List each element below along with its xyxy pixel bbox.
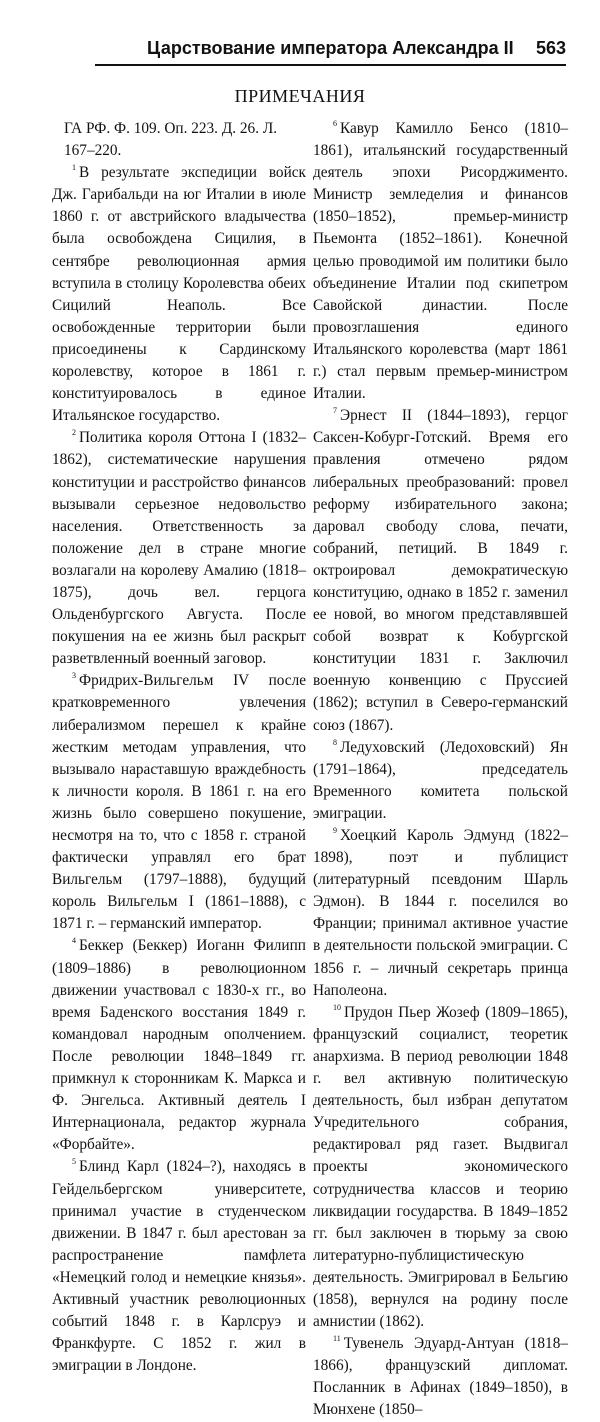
note-text: Прудон Пьер Жозеф (1809–1865), французский социалист, теоретик анархизма. В период революции 1848 г. вел активную политическую деятельность, был избран депутатом Учредительного собрания, редактировал ряд газет. Выдвигал проекты экономического сотрудничества классов и теорию ликвидации государства. В 1849–1852 гг. был заключен в тюрьму за свою литературно-публицистическую деятельность. Эмигрировал в Бельгию (1858), вернулся на родину после амнистии (1862). xyxy=(313,1003,568,1331)
note-text: В результате экспедиции войск Дж. Гарибальди на юг Италии в июле 1860 г. от австрийского владычества была освобождена Сицилия, в сентябре революционная армия вступила в столицу Королевства обеих Сицилий Неаполь. Все освобожденные территории были присоединены к Сардинскому королевству, которое в 1861 г. конституировалось в единое Итальянское государство. xyxy=(52,164,306,425)
source-reference: ГА РФ. Ф. 109. Оп. 223. Д. 26. Л. 167–220. xyxy=(64,120,278,160)
note-text: Беккер (Беккер) Иоганн Филипп (1809–1886) в революционном движении участвовал с 1830-х гг., во время Баденского восстания 1849 г. командовал народным ополчением. После революции 1848–1849 гг. примкнул к сторонникам К. Маркса и Ф. Энгельса. Активный деятель I Интернационала, редактор журнала «Форбайте». xyxy=(52,937,306,1154)
note-number: 2 xyxy=(72,428,76,438)
right-column xyxy=(313,118,568,1422)
note-text: Фридрих-Вильгельм IV после кратковременного увлечения либерализмом перешел к крайне жестким методам управления, что вызывало нараставшую враждебность к личности короля. В 1861 г. на его жизнь было совершено покушение, несмотря на то, что с 1858 г. страной фактически управлял его брат Вильгельм (1797–1888), будущий король Вильгельм I (1861–1888), с 1871 г. – германский император. xyxy=(52,672,306,933)
running-header xyxy=(95,30,566,66)
note-text: Блинд Карл (1824–?), находясь в Гейдельбергском университете, принимал участие в студенческом движении. В 1847 г. был арестован за распространение памфлета «Немецкий голод и немецкие князья». Активный участник революционных событий 1848 г. в Карлсруэ и Франкфурте. С 1852 г. жил в эмиграции в Лондоне. xyxy=(52,1158,306,1375)
note-text: Ледуховский (Ледоховский) Ян (1791–1864), председатель Временного комитета польской эмиграции. xyxy=(313,738,568,822)
note-7 xyxy=(313,405,568,736)
page-number: 563 xyxy=(535,38,566,58)
note-text: Тувенель Эдуард-Антуан (1818–1866), французский дипломат. Посланник в Афинах (1849–1850), в Мюнхене (1850– xyxy=(313,1335,568,1419)
note-11 xyxy=(313,1333,568,1421)
note-1 xyxy=(52,162,306,427)
note-number: 11 xyxy=(333,1334,341,1344)
note-text: Кавур Камилло Бенсо (1810–1861), итальянский государственный деятель эпохи Рисорджименто. Министр земледелия и финансов (1850–1852), премьер-министр Пьемонта (1852–1861). Конечной целью проводимой им политики было объединение Италии под скипетром Савойской династии. После провозглашения единого Итальянского королевства (март 1861 г.) стал первым премьер-министром Италии. xyxy=(313,120,568,403)
note-text: Политика короля Оттона I (1832–1862), систематические нарушения конституции и расстройство финансов вызывали серьезное недовольство населения. Ответственность за положение дел в стране многие возлагали на королеву Амалию (1818–1875), дочь вел. герцога Ольденбургского Августа. После покушения на ее жизнь был раскрыт разветвленный военный заговор. xyxy=(52,429,306,668)
note-number: 3 xyxy=(72,671,76,681)
note-number: 9 xyxy=(333,825,337,835)
note-number: 5 xyxy=(72,1157,76,1167)
note-number: 4 xyxy=(72,936,76,946)
note-8 xyxy=(313,737,568,825)
note-text: Хоецкий Кароль Эдмунд (1822–1898), поэт и публицист (литературный псевдоним Шарль Эдмон). В 1844 г. поселился во Франции; принимал активное участие в деятельности польской эмиграции. С 1856 г. – личный секретарь принца Наполеона. xyxy=(313,827,568,999)
note-number: 1 xyxy=(72,163,76,173)
note-number: 7 xyxy=(333,406,337,416)
note-6 xyxy=(313,118,568,405)
note-text: Эрнест II (1844–1893), герцог Саксен-Кобург-Готский. Время его правления отмечено рядом либеральных преобразований: провел реформу избирательного закона; даровал свободу слова, печати, собраний, петиций. В 1849 г. октроировал демократическую конституцию, однако в 1852 г. заменил ее новой, во многом представлявшей собой возврат к Кобургской конституции 1831 г. Заключил военную конвенцию с Пруссией (1862); вступил в Северо-германский союз (1867). xyxy=(313,407,568,734)
section-title: ПРИМЕЧАНИЯ xyxy=(234,86,366,106)
note-5 xyxy=(52,1156,306,1377)
left-column xyxy=(52,118,306,1377)
note-2 xyxy=(52,427,306,670)
note-9 xyxy=(313,825,568,1002)
note-10 xyxy=(313,1002,568,1333)
note-number: 6 xyxy=(333,118,337,128)
note-number: 8 xyxy=(333,737,337,747)
note-3 xyxy=(52,670,306,935)
header-title: Царствование императора Александра II xyxy=(147,38,514,58)
note-number: 10 xyxy=(333,1002,341,1012)
note-4 xyxy=(52,935,306,1156)
